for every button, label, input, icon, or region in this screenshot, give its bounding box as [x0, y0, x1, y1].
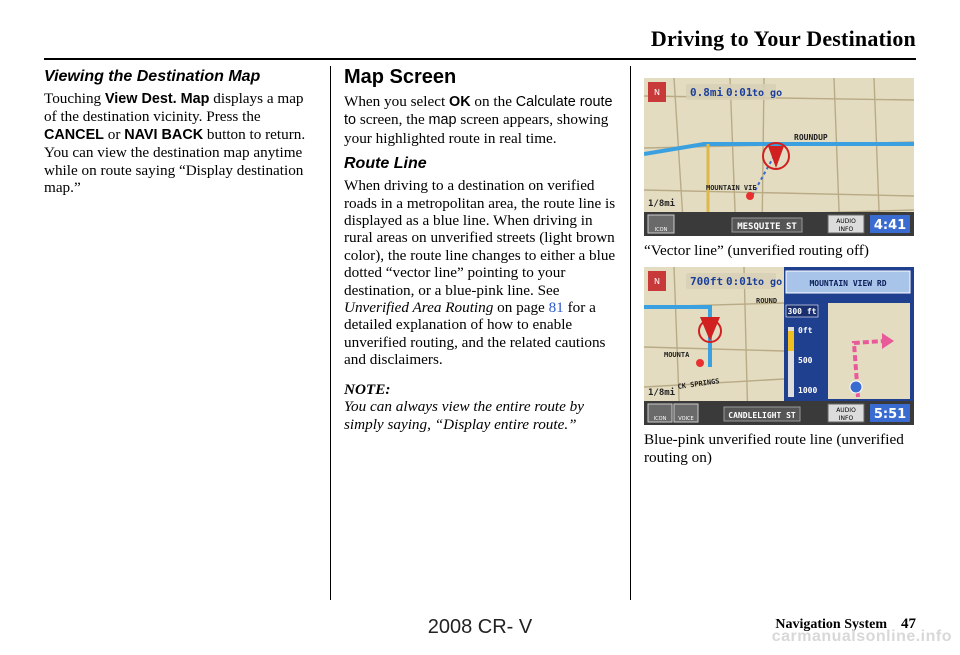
voice-button[interactable]: [674, 404, 698, 422]
road-label-roundup: ROUNDUP: [794, 133, 828, 142]
map-screenshot-vector-line: [644, 78, 914, 236]
column-map-screen: [344, 66, 616, 441]
svg-text:AUDIO: AUDIO: [836, 218, 856, 225]
to-go-label: to go: [752, 88, 783, 99]
svg-text:0ft: 0ft: [798, 326, 813, 336]
svg-text:N: N: [654, 277, 660, 287]
svg-text:1000: 1000: [798, 386, 818, 396]
paragraph-map-screen: When you select OK on the Calculate route to screen, the map screen appears, showing your highlighted route in real time.: [344, 93, 613, 147]
term-view-dest-map: View Dest. Map: [104, 91, 210, 107]
column-screenshots: [644, 78, 916, 474]
site-watermark: carmanualsonline.info: [771, 628, 952, 645]
footer-label: Navigation System: [775, 617, 887, 632]
term-cancel: CANCEL: [44, 126, 104, 143]
term-map: map: [428, 112, 457, 129]
page-number: 47: [901, 616, 916, 632]
svg-text:ICON: ICON: [654, 227, 668, 233]
svg-text:ICON: ICON: [653, 416, 667, 423]
note-label: NOTE:: [344, 380, 391, 398]
term-calculate-route: Calculate route to: [344, 94, 613, 129]
svg-text:0:01: 0:01: [726, 275, 753, 289]
heading-map-screen: Map Screen: [344, 66, 457, 88]
note-text: You can always view the entire route by simply saying, “Display entire route.”: [344, 398, 585, 433]
time-readout: 0:01: [726, 86, 753, 99]
ref-unverified-area-routing: Unverified Area Routing: [344, 299, 494, 317]
svg-text:1/8mi: 1/8mi: [648, 388, 676, 399]
page-title: Driving to Your Destination: [650, 26, 916, 51]
distance-readout: 0.8mi: [690, 86, 724, 99]
term-navi-back: NAVI BACK: [124, 126, 204, 143]
caption-vector-line: “Vector line” (unverified routing off): [644, 242, 869, 259]
compass-icon: [648, 271, 666, 291]
street-name: CANDLELIGHT ST: [728, 411, 796, 421]
audio-info-button[interactable]: [828, 215, 864, 233]
heading-viewing-destination-map: Viewing the Destination Map: [44, 68, 261, 85]
title-rule: [44, 58, 916, 60]
icon-button[interactable]: [648, 404, 672, 422]
map-screenshot-blue-pink: [644, 267, 914, 425]
svg-text:VOICE: VOICE: [678, 416, 694, 423]
svg-text:ROUND: ROUND: [756, 297, 778, 306]
icon-button[interactable]: [648, 215, 674, 233]
svg-text:to go: to go: [752, 277, 783, 289]
svg-text:700ft: 700ft: [690, 275, 724, 289]
clock-readout: 4:41: [873, 218, 907, 233]
paragraph-destination-map: Touching View Dest. Map displays a map of the destination vicinity. Press the CANCEL or NAVI BACK button to return. You can view the destination map anytime while on route saying “Display destination map.”: [44, 90, 306, 197]
caption-blue-pink: Blue-pink unverified route line (unverified routing on): [644, 431, 904, 466]
page-link-81[interactable]: 81: [548, 299, 564, 317]
guidance-panel: [784, 267, 914, 401]
svg-text:N: N: [654, 88, 660, 97]
panel-distance: 300 ft: [787, 307, 817, 317]
scale-readout: 1/8mi: [648, 199, 676, 209]
compass-icon: [648, 82, 666, 102]
svg-text:MOUNTA: MOUNTA: [664, 351, 690, 360]
model-watermark: 2008 CR- V: [427, 616, 533, 638]
term-ok: OK: [449, 94, 471, 110]
column-divider-2: [630, 66, 631, 600]
svg-text:CK SPRINGS: CK SPRINGS: [677, 377, 721, 392]
svg-text:INFO: INFO: [838, 415, 854, 423]
svg-text:500: 500: [798, 356, 813, 366]
road-label-mountain: MOUNTAIN VIE: [706, 184, 757, 192]
svg-text:INFO: INFO: [838, 226, 854, 233]
paragraph-route-line: When driving to a destination on verified roads in a metropolitan area, the route line is displayed as a blue line. When driving in rural areas on unverified streets (light brown color), the route line changes to either a blue dotted “vector line” pointing to your destination, or a blue-pink line. See Unverified Area Routing on page 81 for a detailed explanation of how to enable unverified routing, and the related cautions and disclaimers.: [344, 177, 616, 369]
heading-route-line: Route Line: [344, 155, 427, 173]
panel-street-title: MOUNTAIN VIEW RD: [809, 279, 887, 289]
column-destination-map: [44, 66, 312, 204]
audio-info-button[interactable]: [828, 404, 864, 422]
svg-text:AUDIO: AUDIO: [836, 407, 856, 415]
column-divider-1: [330, 66, 331, 600]
clock-readout: 5:51: [873, 407, 907, 423]
street-name: MESQUITE ST: [737, 222, 797, 232]
